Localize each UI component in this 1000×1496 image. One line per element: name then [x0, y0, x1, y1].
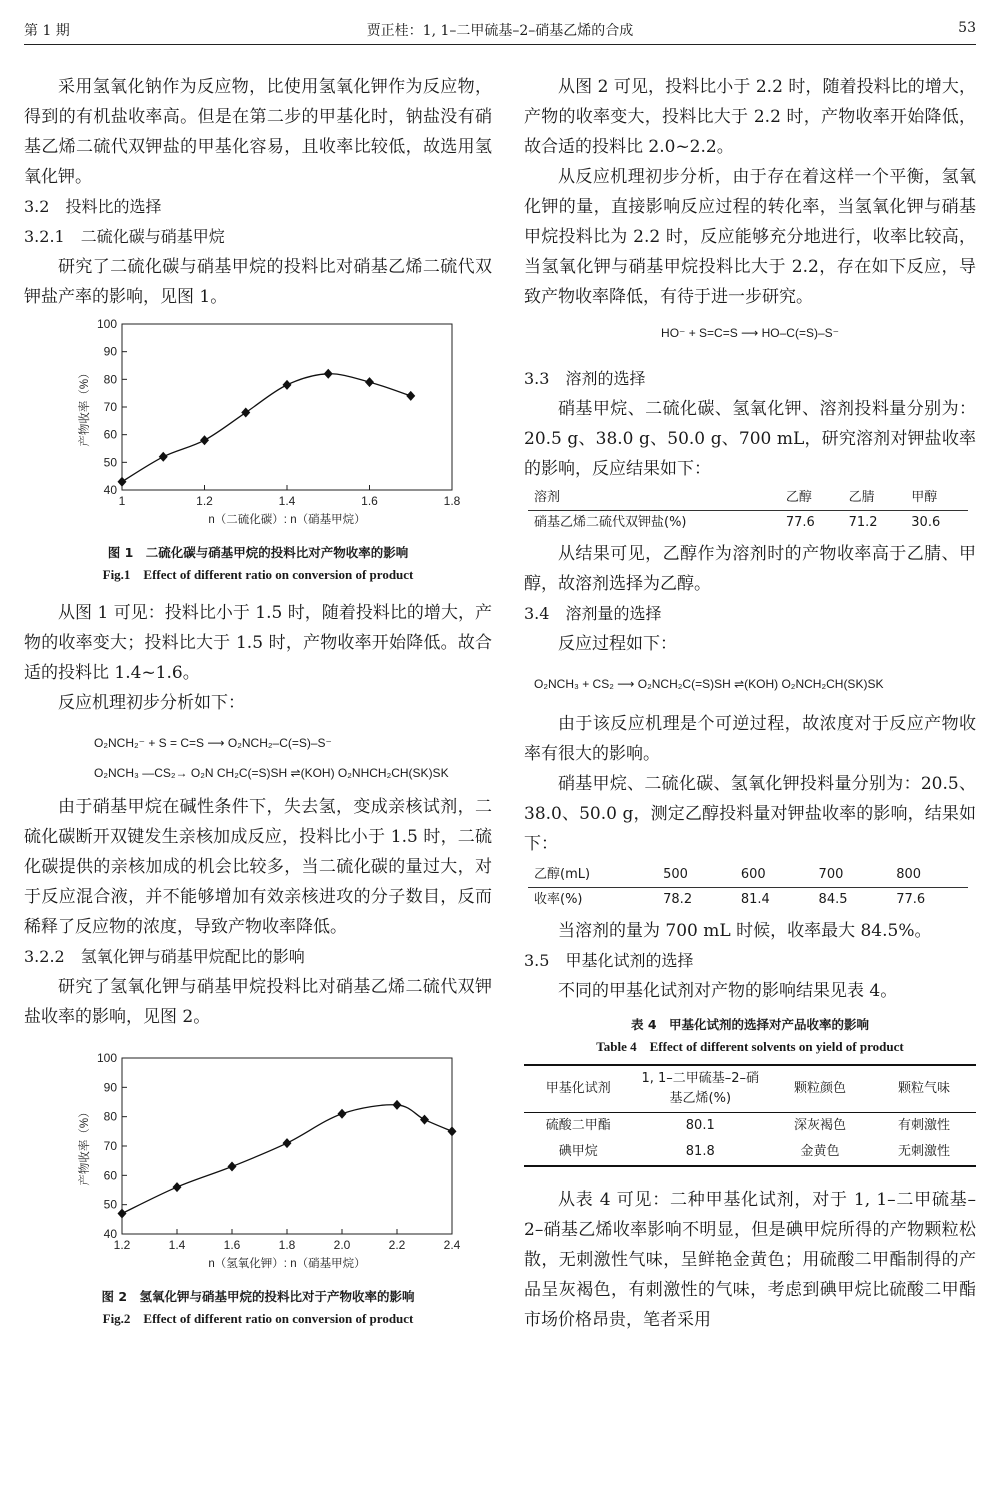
paragraph: 研究了氢氧化钾与硝基甲烷投料比对硝基乙烯二硫代双钾盐收率的影响，见图 2。 [24, 977, 492, 1027]
x-tick-label: 2.0 [333, 1238, 351, 1252]
data-point [241, 408, 250, 418]
page-number: 53 [958, 20, 976, 36]
x-tick-label: 1.8 [278, 1238, 296, 1252]
table-cell: 77.6 [896, 892, 926, 907]
x-tick-label: 2.2 [388, 1238, 406, 1252]
table-row [524, 1113, 976, 1140]
table-header-cell: 甲醇 [911, 490, 938, 505]
y-tick-label: 100 [96, 1051, 117, 1065]
data-point [159, 452, 168, 462]
table-header-cell: 乙醇 [785, 490, 812, 505]
paragraph: 采用氢氧化钠作为反应物，比使用氢氧化钾作为反应物，得到的有机盐收率高。但是在第二步的甲基化时，钠盐没有硝基乙烯二硫代双钾盐的甲基化容易，且收率比较低，故选用氢氧化钾。 [24, 77, 492, 187]
figure-1-chart [24, 312, 492, 532]
table-header-cell: 收率(%) [534, 892, 583, 907]
table-cell: 30.6 [911, 515, 941, 530]
x-tick-label: 1 [118, 494, 126, 508]
subsection-heading: 3.2.1 二硫化碳与硝基甲烷 [24, 227, 225, 246]
figure-caption-cn: 图 2 氢氧化钾与硝基甲烷的投料比对于产物收率的影响 [101, 1289, 415, 1304]
left-column [24, 72, 492, 1330]
paragraph: 不同的甲基化试剂对产物的影响结果见表 4。 [558, 981, 898, 1001]
paragraph: 由于硝基甲烷在碱性条件下，失去氢，变成亲核试剂，二硫化碳断开双键发生亲核加成反应，投料比小于 1.5 时，二硫化碳提供的亲核加成的机会比较多，当二硫化碳的量过大，对于反应混合液，并不能够增加有效亲核进攻的分子数目，反而稀释了反应物的浓度，导致产物收率降低。 [24, 797, 492, 937]
section-heading: 3.4 溶剂量的选择 [524, 604, 662, 623]
figure-2 [24, 1046, 492, 1330]
reaction-3: HO⁻ + S=C=S ⟶ HO–C(=S)–S⁻ [661, 326, 839, 340]
y-tick-label: 90 [103, 1080, 117, 1095]
table-header-cell: 1, 1–二甲硫基–2–硝基乙烯(%) [641, 1071, 760, 1106]
right-column [524, 72, 976, 1335]
data-point [173, 1182, 182, 1192]
y-tick-label: 70 [103, 400, 117, 414]
x-tick-label: 1.6 [223, 1238, 241, 1252]
figure-caption-en: Fig.2 Effect of different ratio on conversion of product [102, 1311, 414, 1326]
data-point [283, 380, 292, 390]
reaction-equation [24, 718, 492, 792]
data-point [393, 1100, 402, 1110]
paragraph: 研究了二硫化碳与硝基甲烷的投料比对硝基乙烯二硫代双钾盐产率的影响，见图 1。 [24, 257, 492, 307]
table-header-cell: 甲基化试剂 [545, 1081, 611, 1096]
y-tick-label: 100 [96, 317, 117, 331]
data-point [406, 391, 415, 401]
reaction-1: O₂NCH₂⁻ + S = C=S ⟶ O₂NCH₂–C(=S)–S⁻ [94, 736, 332, 750]
paragraph: 由于该反应机理是个可逆过程，故浓度对于反应产物收率有很大的影响。 [524, 714, 976, 764]
data-point [118, 1208, 127, 1218]
paragraph: 反应过程如下： [558, 634, 677, 654]
table-cell: 80.1 [685, 1118, 715, 1133]
paragraph: 从结果可见，乙醇作为溶剂时的产物收率高于乙腈、甲醇，故溶剂选择为乙醇。 [524, 544, 976, 594]
section-heading: 3.2 投料比的选择 [24, 197, 162, 216]
table-cell: 碘甲烷 [558, 1144, 598, 1159]
figure-1 [24, 312, 492, 586]
x-tick-label: 1.8 [443, 494, 461, 508]
figure-2-chart [24, 1046, 492, 1276]
data-point [283, 1138, 292, 1148]
table-header-cell: 颗粒颜色 [794, 1081, 847, 1096]
data-point [338, 1109, 347, 1119]
x-tick-label: 1.6 [361, 494, 378, 508]
reaction-4: O₂NCH₃ + CS₂ ⟶ O₂NCH₂C(=S)SH ⇌(KOH) O₂NCH₂CH(SK)SK [534, 677, 884, 691]
section-heading: 3.3 溶剂的选择 [524, 369, 646, 388]
figure-caption-en: Fig.1 Effect of different ratio on conversion of product [102, 567, 414, 582]
x-tick-label: 2.4 [443, 1238, 461, 1252]
y-axis-label: 产物收率（%） [79, 367, 91, 447]
table-caption-en: Table 4 Effect of different solvents on yield of product [596, 1039, 904, 1054]
y-tick-label: 80 [103, 372, 117, 387]
running-title: 贾正桂：1, 1–二甲硫基–2–硝基乙烯的合成 [366, 23, 634, 39]
table-cell: 77.6 [785, 515, 815, 530]
plot-frame [122, 324, 452, 490]
table-caption-cn: 表 4 甲基化试剂的选择对产品收率的影响 [630, 1017, 870, 1032]
y-tick-label: 60 [103, 427, 117, 442]
paragraph: 硝基甲烷、二硫化碳、氢氧化钾、溶剂投料量分别为：20.5 g、38.0 g、50.0 g、700 mL，研究溶剂对钾盐收率的影响，反应结果如下： [524, 399, 976, 479]
table-cell: 500 [663, 867, 688, 882]
y-axis-label: 产物收率（%） [79, 1106, 91, 1186]
table-cell: 金黄色 [800, 1144, 840, 1159]
paragraph: 反应机理初步分析如下： [58, 693, 245, 713]
table-cell: 无刺激性 [898, 1144, 951, 1159]
table-cell: 81.8 [685, 1144, 715, 1159]
x-tick-label: 1.4 [278, 494, 296, 508]
figure-caption-cn: 图 1 二硫化碳与硝基甲烷的投料比对产物收率的影响 [107, 545, 409, 560]
table-cell: 700 [818, 867, 844, 882]
table-4 [524, 1064, 976, 1167]
issue-number: 第 1 期 [24, 23, 70, 39]
paragraph: 从图 1 可见：投料比小于 1.5 时，随着投料比的增大，产物的收率变大；投料比大于 1.5 时，产物收率开始降低。故合适的投料比 1.4~1.6。 [24, 603, 492, 683]
paragraph: 从反应机理初步分析，由于存在着这样一个平衡，氢氧化钾的量，直接影响反应过程的转化率，当氢氧化钾与硝基甲烷投料比为 2.2 时，反应能够充分地进行，收率比较高，当氢氧化钾与硝基甲烷投料比大于 2.2，存在如下反应，导致产物收率降低，有待于进一步研究。 [524, 167, 976, 307]
table-cell: 800 [896, 867, 922, 882]
table-cell: 有刺激性 [898, 1118, 951, 1133]
subsection-heading: 3.2.2 氢氧化钾与硝基甲烷配比的影响 [24, 947, 305, 966]
y-tick-label: 90 [103, 344, 117, 359]
series-line [122, 374, 411, 482]
data-point [118, 477, 127, 487]
table-cell: 硝基乙烯二硫代双钾盐(%) [534, 515, 687, 530]
data-point [448, 1126, 457, 1136]
y-tick-label: 40 [103, 483, 117, 497]
section-heading: 3.5 甲基化试剂的选择 [524, 951, 694, 970]
data-point [200, 435, 209, 445]
solvent-table [528, 486, 968, 535]
data-point [228, 1162, 237, 1172]
table-header-cell: 颗粒气味 [898, 1081, 951, 1096]
table-cell: 硫酸二甲酯 [545, 1118, 611, 1133]
table-row [524, 1139, 976, 1166]
data-point [365, 377, 374, 387]
table-cell: 84.5 [818, 892, 848, 907]
page-header [24, 14, 976, 45]
table-cell: 81.4 [740, 892, 770, 907]
y-tick-label: 70 [103, 1139, 117, 1153]
paragraph: 从表 4 可见：二种甲基化试剂，对于 1, 1–二甲硫基–2–硝基乙烯收率影响不明显，但是碘甲烷所得的产物颗粒松散，无刺激性气味，呈鲜艳金黄色；用硫酸二甲酯制得的产品呈灰褐色，有刺激性的气味，考虑到碘甲烷比硫酸二甲酯市场价格昂贵，笔者采用 [524, 1190, 976, 1330]
x-tick-label: 1.2 [113, 1238, 131, 1252]
y-tick-label: 50 [103, 455, 117, 470]
x-tick-label: 1.2 [196, 494, 213, 508]
table-header-cell: 乙醇(mL) [534, 867, 591, 882]
paragraph: 从图 2 可见，投料比小于 2.2 时，随着投料比的增大，产物的收率变大，投料比大于 2.2 时，产物收率开始降低，故合适的投料比 2.0~2.2。 [524, 77, 976, 157]
x-tick-label: 1.4 [168, 1238, 186, 1252]
y-tick-label: 60 [103, 1168, 117, 1183]
table-header-cell: 乙腈 [848, 490, 875, 505]
reaction-2: O₂NCH₃ —CS₂→ O₂N CH₂C(=S)SH ⇌(KOH) O₂NHCH₂CH(SK)SK [94, 766, 449, 780]
table-cell: 78.2 [663, 892, 693, 907]
table-cell: 71.2 [848, 515, 878, 530]
x-axis-label: n（二硫化碳）: n（硝基甲烷） [208, 514, 366, 526]
table-cell: 600 [740, 867, 766, 882]
x-axis-label: n（氢氧化钾）: n（硝基甲烷） [208, 1258, 366, 1270]
y-tick-label: 80 [103, 1109, 117, 1124]
data-point [324, 369, 333, 379]
y-tick-label: 40 [103, 1227, 117, 1241]
series-line [122, 1105, 452, 1214]
ethanol-table [528, 863, 968, 912]
data-point [420, 1115, 429, 1125]
table-header-cell: 溶剂 [534, 490, 561, 505]
table-cell: 深灰褐色 [794, 1118, 847, 1133]
paragraph: 当溶剂的量为 700 mL 时候，收率最大 84.5%。 [558, 921, 932, 941]
paragraph: 硝基甲烷、二硫化碳、氢氧化钾投料量分别为：20.5、38.0、50.0 g，测定乙醇投料量对钾盐收率的影响，结果如下： [524, 774, 976, 854]
y-tick-label: 50 [103, 1197, 117, 1212]
